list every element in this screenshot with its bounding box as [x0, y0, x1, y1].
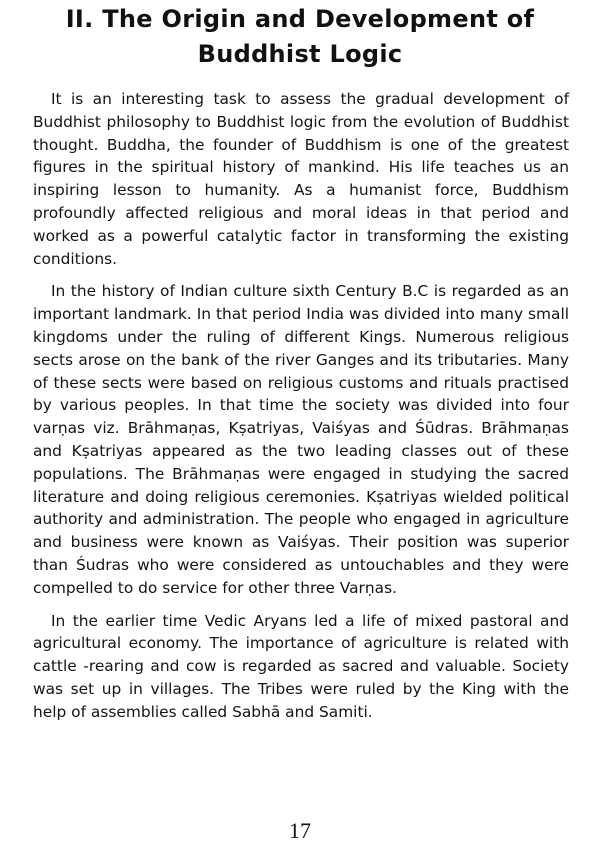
chapter-title — [40, 2, 560, 72]
paragraph-3: In the earlier time Vedic Aryans led a life of mixed pastoral and agricultural economy. The importance of agriculture is related with cattle -rearing and cow is regarded as sacred and valuable. Society was set up in villages. The Tribes were ruled by the King with the help of assemblies called Sabhā and Samiti. — [33, 611, 569, 721]
chapter-title-line-1: II. The Origin and Development of — [65, 5, 535, 33]
paragraph-1: It is an interesting task to assess the gradual development of Buddhist philosophy to Buddhist logic from the evolution of Buddhist thought. Buddha, the founder of Buddhism is one of the greatest figures in the spiritual history of mankind. His life teaches us an inspiring lesson to humanity. As a humanist force, Buddhism profoundly affected religious and moral ideas in that period and worked as a powerful catalytic factor in transforming the existing conditions. — [33, 90, 569, 268]
paragraph-2: In the history of Indian culture sixth Century B.C is regarded as an important landmark. In that period India was divided into many small kingdoms under the ruling of different Kings. Numerous religious sects arose on the bank of the river Ganges and its tributaries. Many of these sects were based on religious customs and rituals practised by various peoples. In that time the society was divided into four varṇas viz. Brāhmaṇas, Kṣatriyas, Vaiśyas and Śūdras. Brāhmaṇas and Kṣatriyas appeared as the two leading classes out of these populations. The Brāhmaṇas were engaged in studying the sacred literature and doing religious ceremonies. Kṣatriyas wielded political authority and administration. The people who engaged in agriculture and business were known as Vaiśyas. Their position was superior than Śudras who were considered as untouchables and they were compelled to do service for other three Varṇas. — [33, 282, 569, 597]
chapter-title-line-2: Buddhist Logic — [197, 40, 403, 68]
page-number: 17 — [289, 818, 311, 843]
body-text — [33, 88, 569, 734]
